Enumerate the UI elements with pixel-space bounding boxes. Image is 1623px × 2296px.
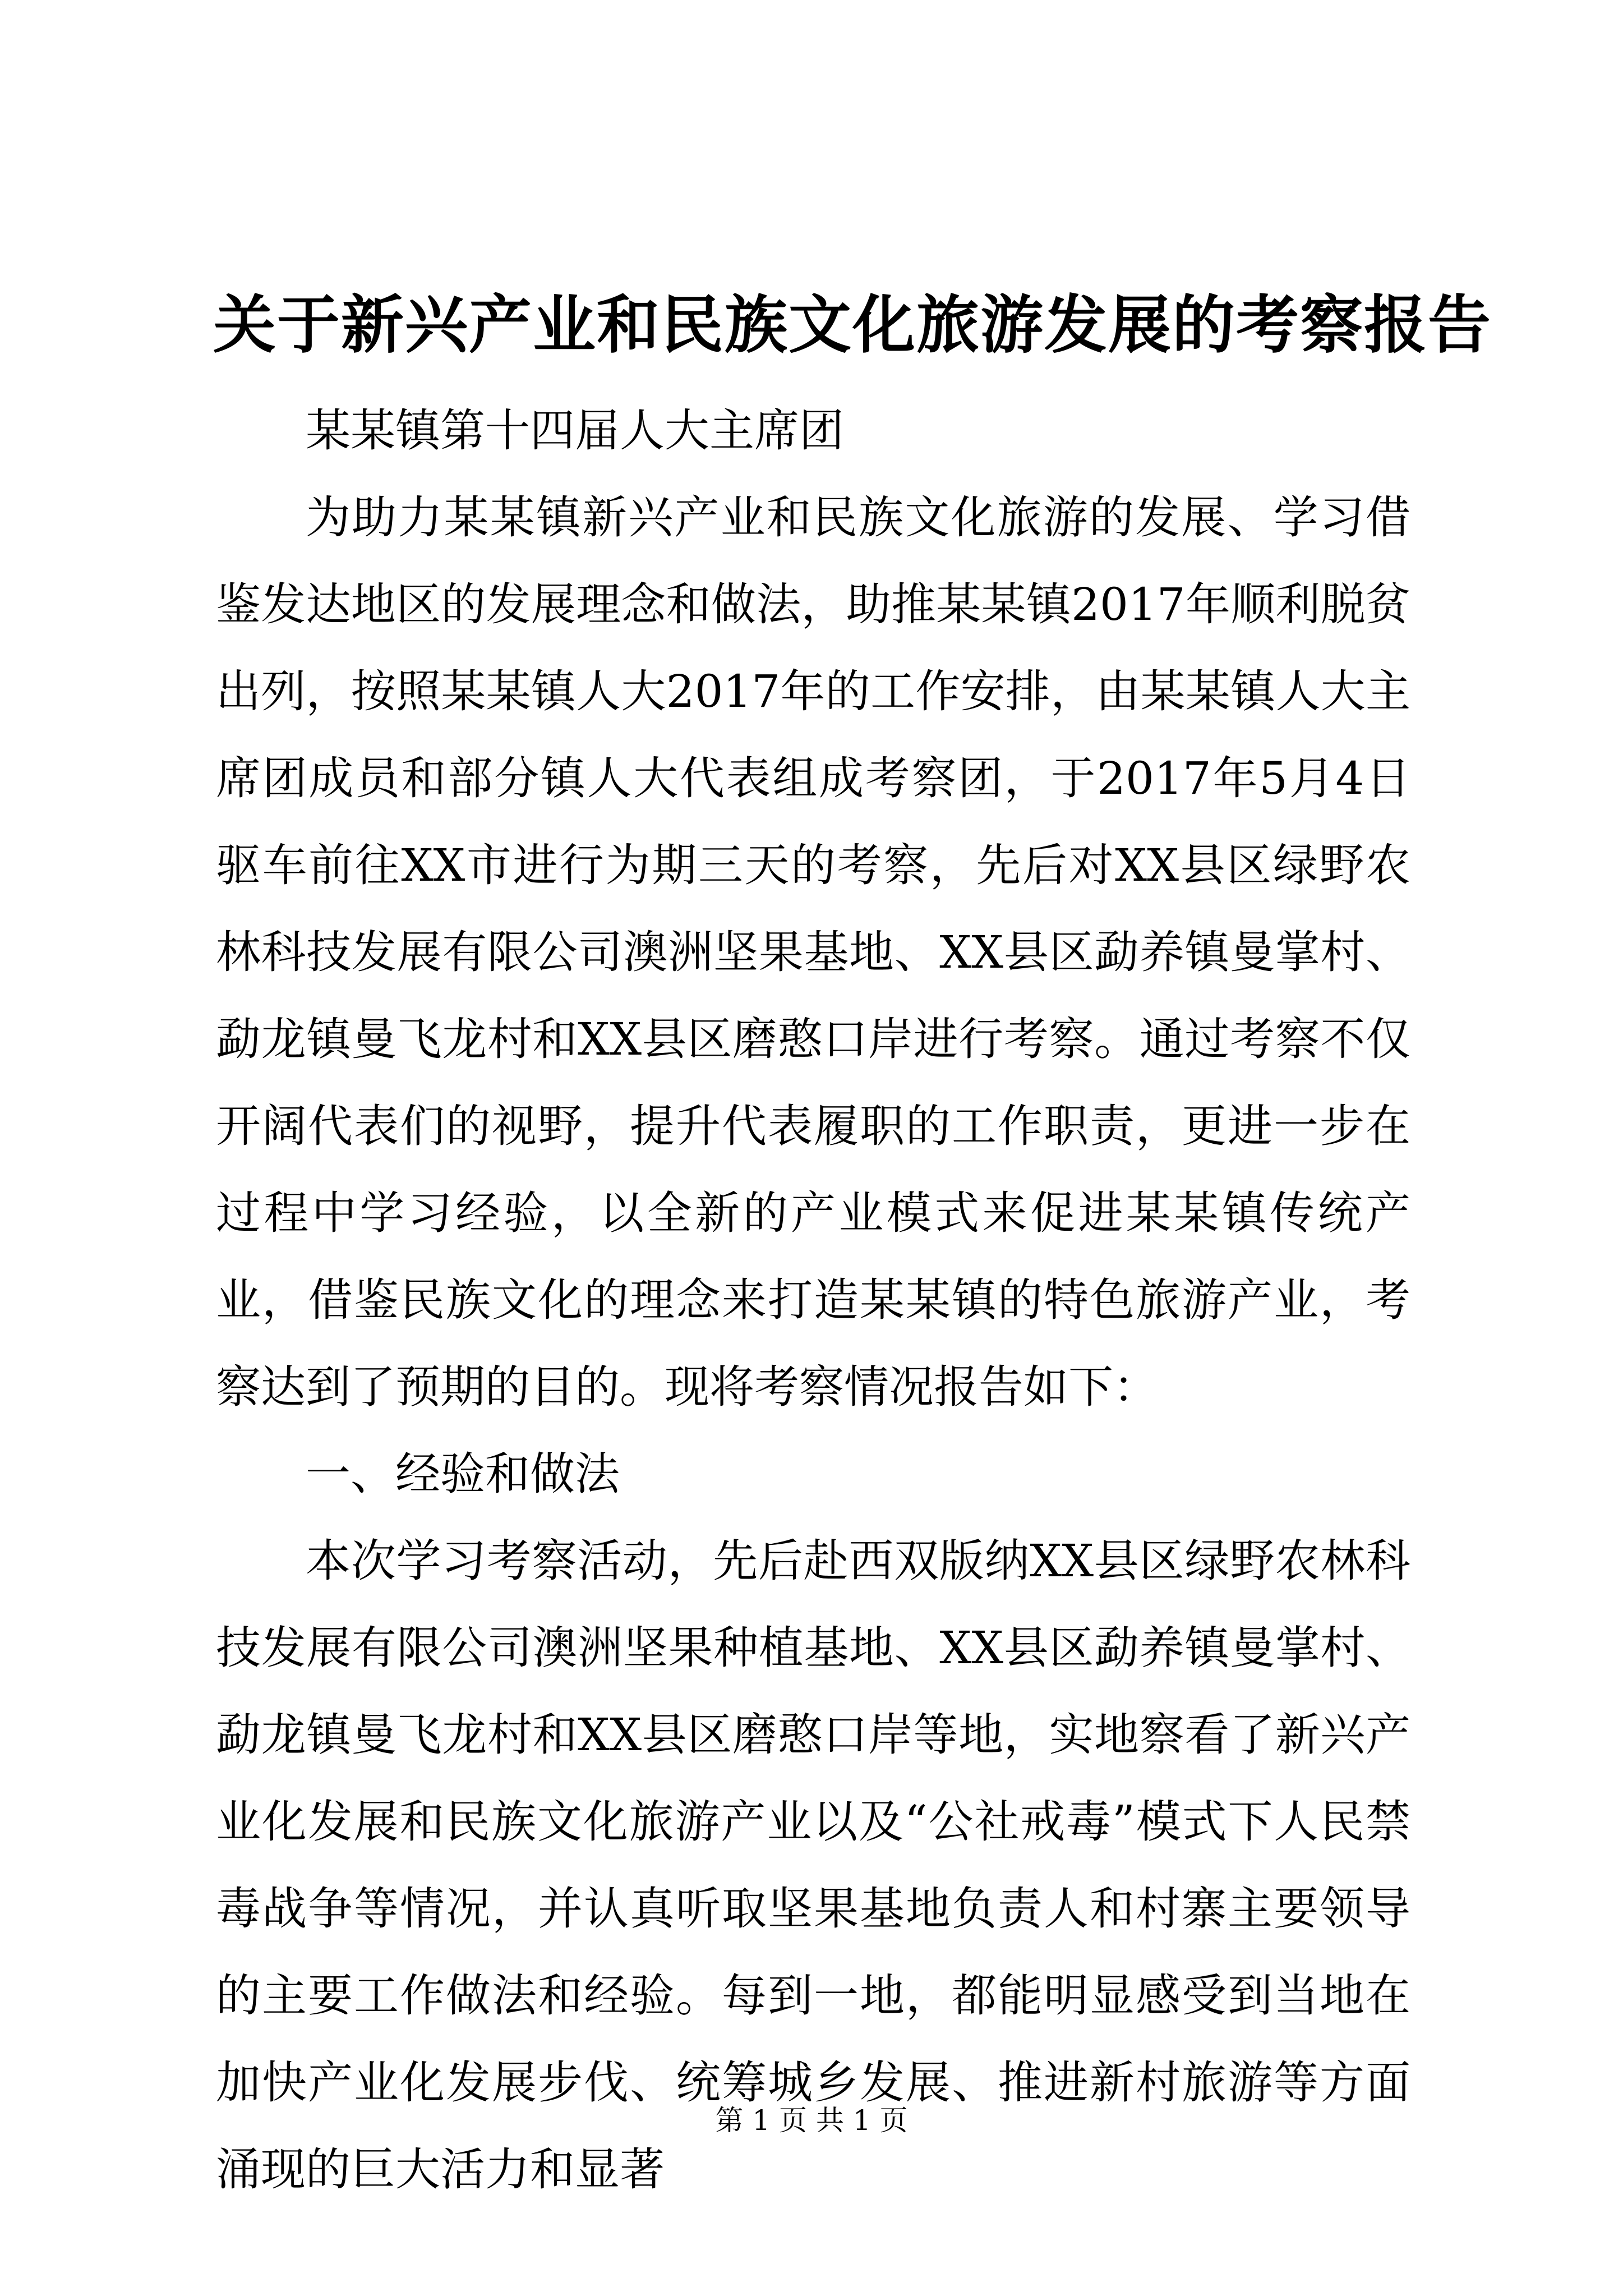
document-title: 关于新兴产业和民族文化旅游发展的考察报告 — [213, 288, 1492, 362]
document-body — [216, 387, 1410, 2213]
paragraph-experience: 本次学习考察活动，先后赴西双版纳XX县区绿野农林科技发展有限公司澳洲坚果种植基地、XX县区勐养镇曼掌村、勐龙镇曼飞龙村和XX县区磨憨口岸等地，实地察看了新兴产业化发展和民族文化旅游产业以及“公社戒毒”模式下人民禁毒战争等情况，并认真听取坚果基地负责人和村寨主要领导的主要工作做法和经验。每到一地，都能明显感受到当地在加快产业化发展步伐、统筹城乡发展、推进新村旅游等方面涌现的巨大活力和显著 — [216, 1535, 1410, 2196]
section-heading: 一、经验和做法 — [306, 1448, 620, 1500]
author-line: 某某镇第十四届人大主席团 — [306, 404, 844, 457]
paragraph-intro: 为助力某某镇新兴产业和民族文化旅游的发展、学习借鉴发达地区的发展理念和做法，助推某某镇2017年顺利脱贫出列，按照某某镇人大2017年的工作安排，由某某镇人大主席团成员和部分镇人大代表组成考察团，于2017年5月4日驱车前往XX市进行为期三天的考察，先后对XX县区绿野农林科技发展有限公司澳洲坚果基地、XX县区勐养镇曼掌村、勐龙镇曼飞龙村和XX县区磨憨口岸进行考察。通过考察不仅开阔代表们的视野，提升代表履职的工作职责，更进一步在过程中学习经验，以全新的产业模式来促进某某镇传统产业，借鉴民族文化的理念来打造某某镇的特色旅游产业，考察达到了预期的目的。现将考察情况报告如下： — [216, 491, 1410, 1413]
page-footer: 第 1 页 共 1 页 — [715, 2104, 908, 2137]
